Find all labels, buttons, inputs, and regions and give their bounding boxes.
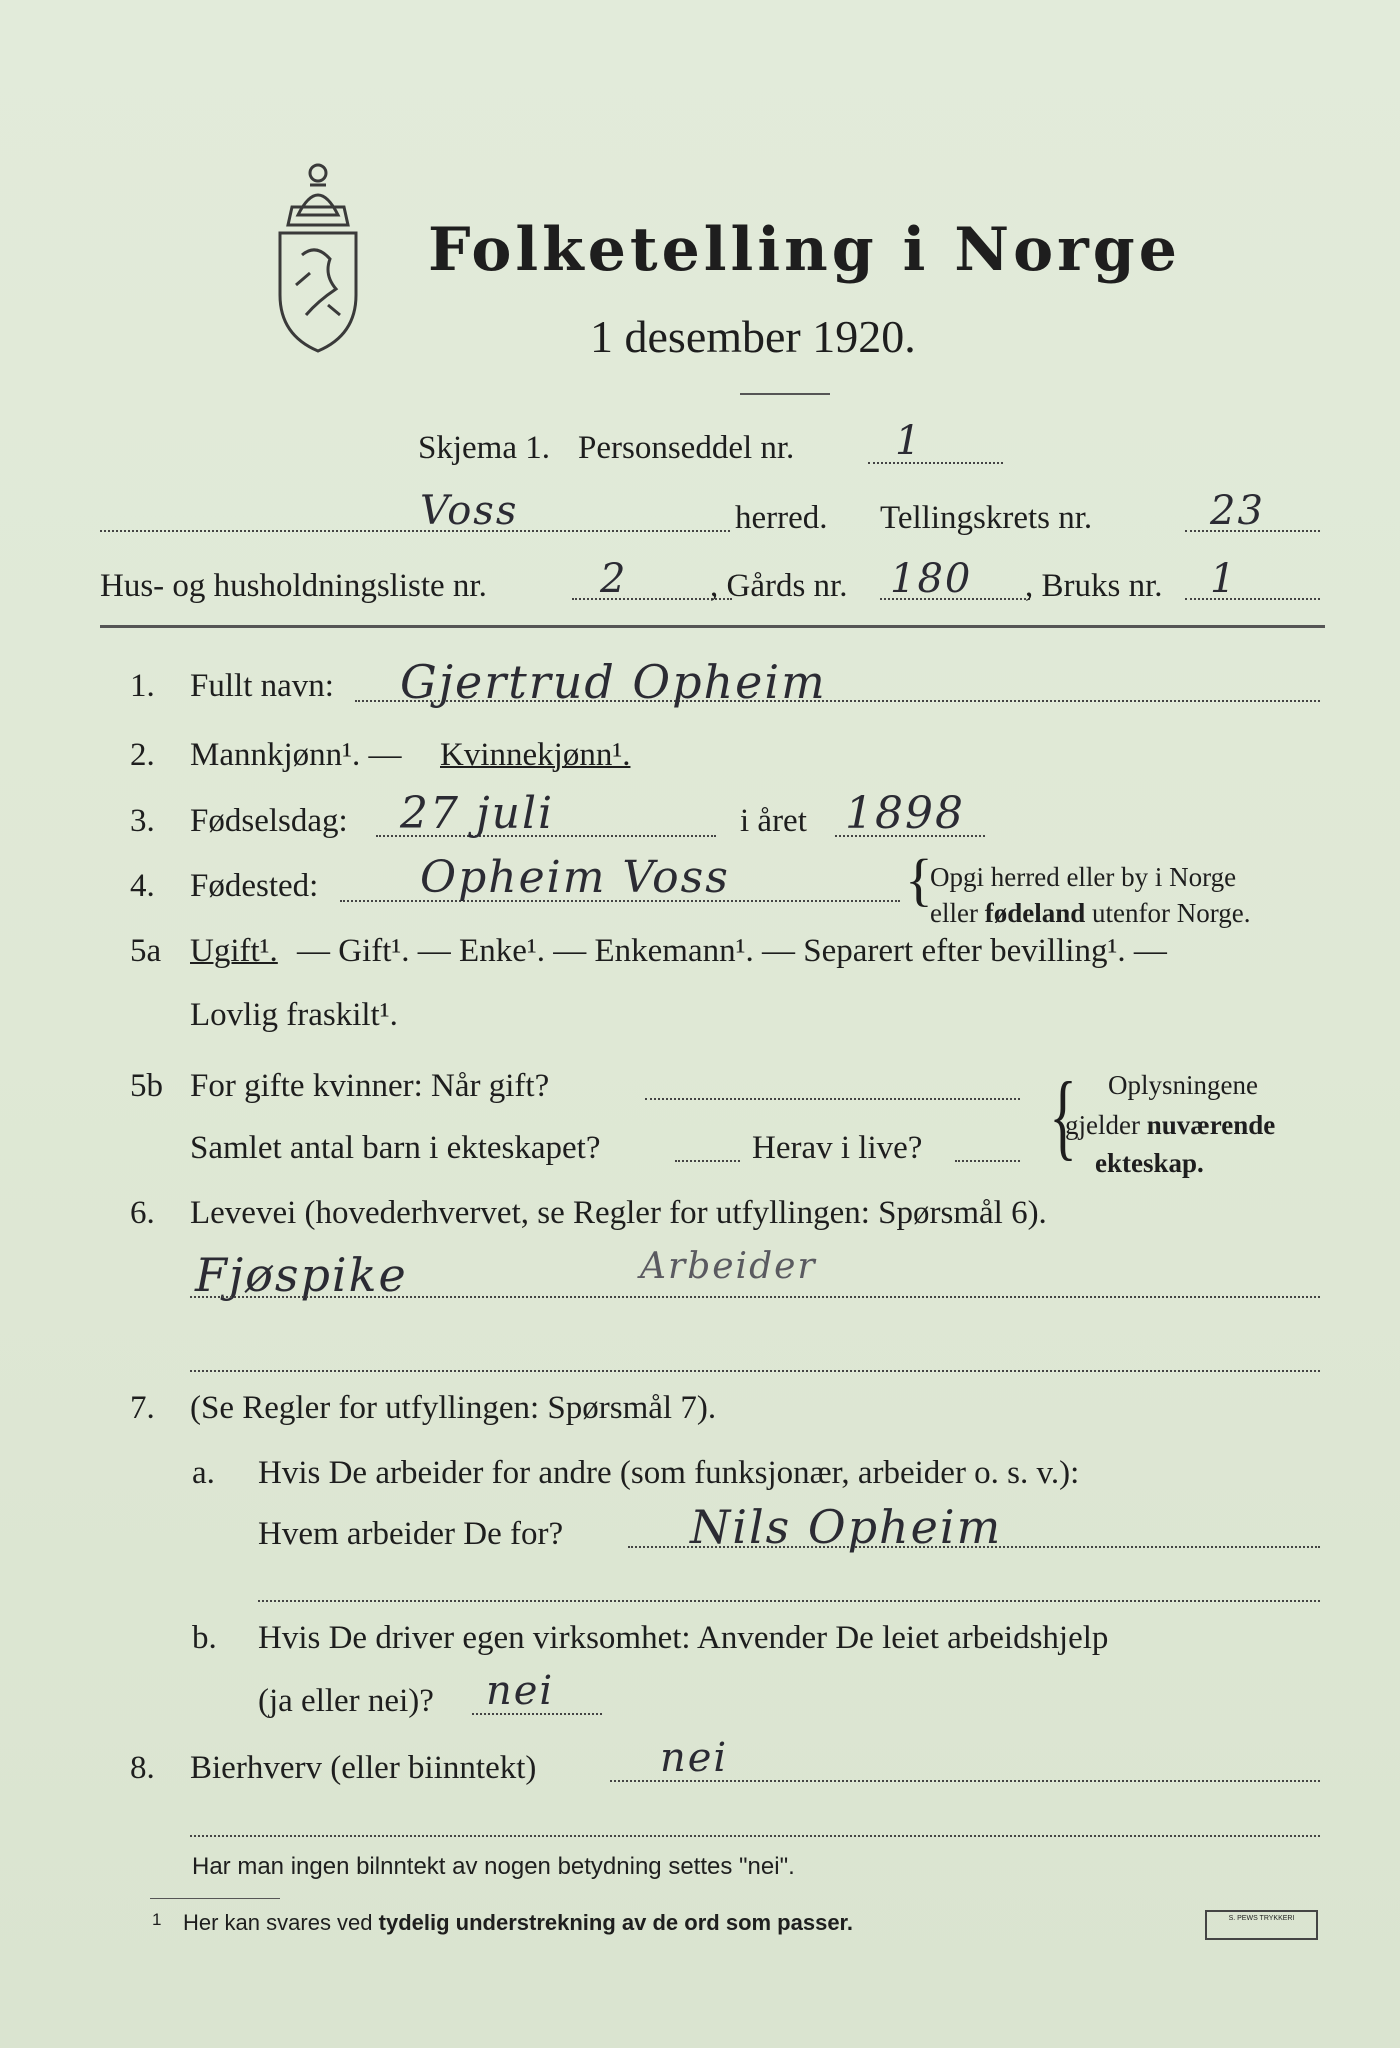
q7a-letter: a.	[192, 1455, 215, 1491]
personseddel-value: 1	[895, 418, 923, 464]
census-date: 1 desember 1920.	[590, 311, 916, 362]
q2-male-option: Mannkjønn¹. —	[190, 737, 402, 773]
q5b-note-brace: {	[1049, 1062, 1077, 1169]
q3-year-label: i året	[740, 803, 807, 839]
q3-year-value: 1898	[845, 788, 965, 839]
form-title: Folketelling i Norge	[428, 215, 1181, 285]
q5a-divorced-option: Lovlig fraskilt¹.	[190, 997, 398, 1033]
q5a-unmarried-option: Ugift¹.	[190, 933, 278, 969]
q1-number: 1.	[130, 668, 155, 704]
footer-note: Har man ingen bilnntekt av nogen betydning settes "nei".	[192, 1853, 795, 1880]
q7a-employer-value: Nils Opheim	[690, 1500, 1003, 1554]
q8-extra-field-line	[190, 1835, 1320, 1837]
q5b-living-label: Herav i live?	[752, 1130, 923, 1166]
q2-number: 2.	[130, 737, 155, 773]
norwegian-coat-of-arms-icon	[258, 155, 378, 355]
q2-female-option: Kvinnekjønn¹.	[440, 737, 631, 773]
q4-note-line1: Opgi herred eller by i Norge	[930, 862, 1237, 892]
q5b-note-line1: Oplysningene	[1108, 1070, 1258, 1100]
q6-field-line-2	[190, 1370, 1320, 1372]
tellingskrets-value: 23	[1210, 488, 1265, 534]
bruks-label: , Bruks nr.	[1025, 568, 1163, 604]
q6-label: Levevei (hovederhvervet, se Regler for utfyllingen: Spørsmål 6).	[190, 1195, 1047, 1231]
header-separator	[100, 625, 1325, 628]
bruks-field-line	[1185, 598, 1320, 600]
q7a-employer-label: Hvem arbeider De for?	[258, 1516, 564, 1552]
bruks-value: 1	[1210, 556, 1238, 602]
household-list-field-line	[572, 598, 732, 600]
footnote-divider	[150, 1898, 280, 1899]
herred-field-line	[100, 530, 730, 532]
q5b-children-field-line	[675, 1160, 740, 1162]
q1-full-name-value: Gjertrud Opheim	[400, 655, 827, 709]
q5b-living-field-line	[955, 1160, 1020, 1162]
q7-number: 7.	[130, 1390, 155, 1426]
schema-label: Skjema 1.	[418, 430, 550, 466]
printer-stamp: S. PEWS TRYKKERI	[1205, 1910, 1318, 1940]
q5b-married-label: For gifte kvinner: Når gift?	[190, 1068, 550, 1104]
q5b-number: 5b	[130, 1068, 163, 1104]
q5b-children-label: Samlet antal barn i ekteskapet?	[190, 1130, 601, 1166]
q3-number: 3.	[130, 803, 155, 839]
q6-occupation-secondary-value: Arbeider	[640, 1246, 817, 1287]
q6-occupation-value: Fjøspike	[195, 1248, 408, 1302]
personseddel-field-line	[868, 462, 1003, 464]
q7a-extra-field-line	[258, 1600, 1320, 1602]
q5b-note-line2: gjelder nuværende	[1065, 1110, 1276, 1140]
q7a-label: Hvis De arbeider for andre (som funksjonær, arbeider o. s. v.):	[258, 1455, 1080, 1491]
q7b-letter: b.	[192, 1620, 217, 1656]
q4-birthplace-value: Opheim Voss	[420, 852, 730, 903]
herred-value: Voss	[420, 488, 519, 534]
q3-birthday-value: 27 juli	[400, 788, 555, 839]
q4-note-brace: {	[905, 847, 933, 912]
title-divider	[740, 393, 830, 395]
q6-field-line-1	[190, 1296, 1320, 1298]
q3-label: Fødselsdag:	[190, 803, 348, 839]
q4-note-line2: eller fødeland utenfor Norge.	[930, 898, 1251, 928]
q7-label: (Se Regler for utfyllingen: Spørsmål 7).	[190, 1390, 717, 1426]
tellingskrets-label: Tellingskrets nr.	[880, 500, 1093, 536]
q7b-value: nei	[486, 1668, 555, 1714]
personseddel-label: Personseddel nr.	[578, 430, 795, 466]
gards-label: , Gårds nr.	[710, 568, 848, 604]
q8-label: Bierhverv (eller biinntekt)	[190, 1750, 537, 1786]
q7b-label: Hvis De driver egen virksomhet: Anvender De leiet arbeidshjelp	[258, 1620, 1109, 1656]
q5b-note-line3: ekteskap.	[1095, 1148, 1204, 1178]
household-list-value: 2	[600, 556, 628, 602]
q4-label: Fødested:	[190, 868, 319, 904]
household-list-label: Hus- og husholdningsliste nr.	[100, 568, 487, 604]
footnote-text: Her kan svares ved tydelig understrekning av de ord som passer.	[183, 1910, 854, 1935]
gards-value: 180	[890, 556, 973, 602]
q8-number: 8.	[130, 1750, 155, 1786]
q5b-married-field-line	[645, 1098, 1020, 1100]
footnote-number: 1	[152, 1910, 162, 1929]
q1-label: Fullt navn:	[190, 668, 334, 704]
q7b-sub-label: (ja eller nei)?	[258, 1683, 434, 1719]
q8-value: nei	[660, 1735, 729, 1781]
q6-number: 6.	[130, 1195, 155, 1231]
q5a-number: 5a	[130, 933, 162, 969]
q5a-other-options: — Gift¹. — Enke¹. — Enkemann¹. — Separert efter bevilling¹. —	[297, 933, 1167, 969]
q4-number: 4.	[130, 868, 155, 904]
herred-label: herred.	[735, 500, 828, 536]
